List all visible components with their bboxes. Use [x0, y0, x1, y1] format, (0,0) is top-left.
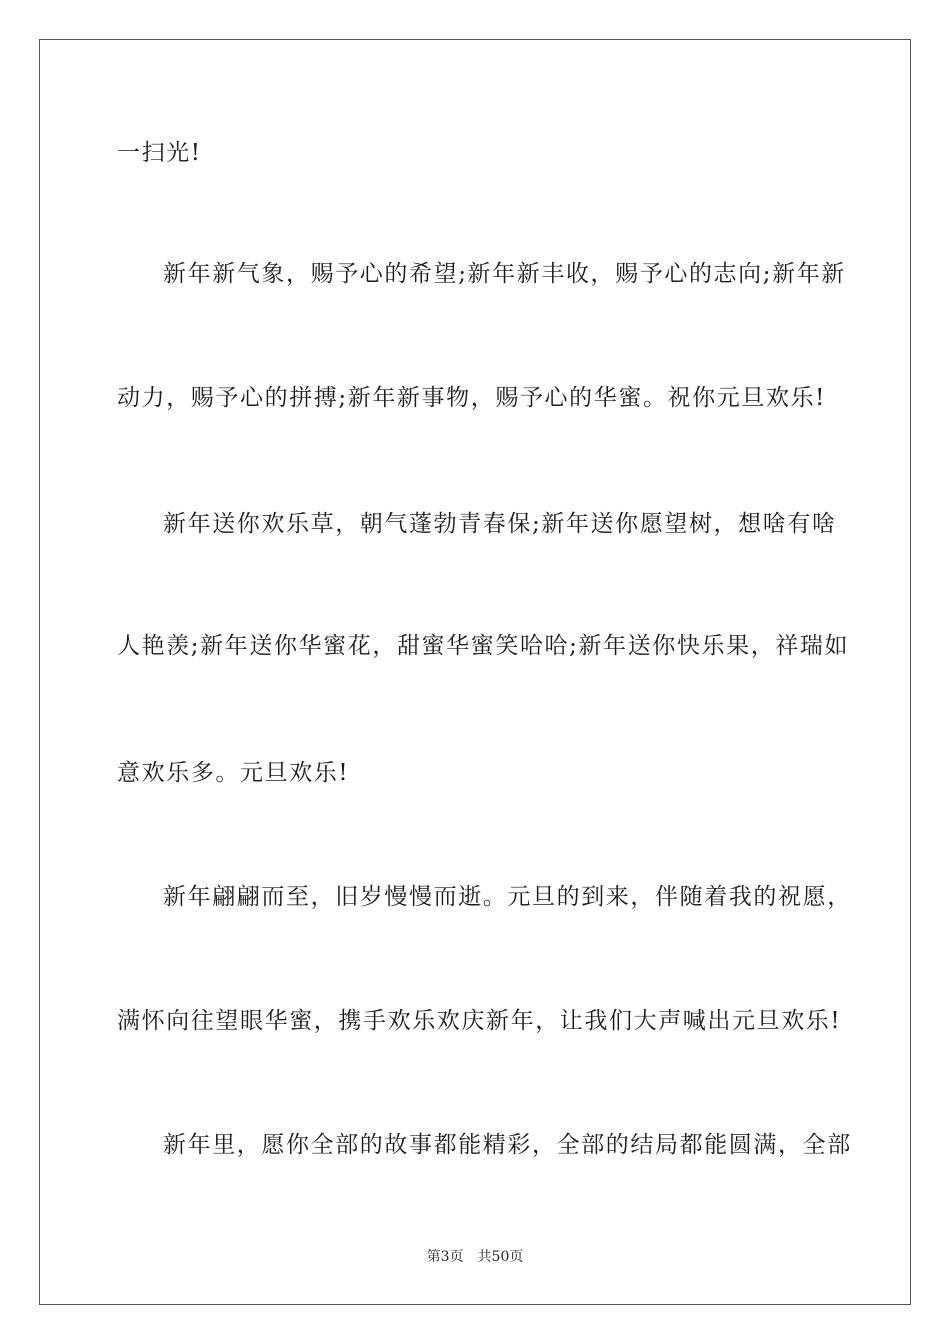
- text-line: 人艳羡;新年送你华蜜花，甜蜜华蜜笑哈哈;新年送你快乐果，祥瑞如: [117, 633, 850, 659]
- text-line: 满怀向往望眼华蜜，携手欢乐欢庆新年，让我们大声喊出元旦欢乐!: [117, 1008, 842, 1034]
- paragraph-start-line: 新年送你欢乐草，朝气蓬勃青春保;新年送你愿望树，想啥有啥: [163, 511, 837, 537]
- page-footer: [0, 1248, 950, 1266]
- paragraph-start-line: 新年翩翩而至，旧岁慢慢而逝。元旦的到来，伴随着我的祝愿，: [163, 884, 852, 910]
- paragraph-start-line: 新年新气象，赐予心的希望;新年新丰收，赐予心的志向;新年新: [163, 261, 846, 287]
- text-line: 一扫光!: [117, 140, 202, 166]
- text-line: 动力，赐予心的拼搏;新年新事物，赐予心的华蜜。祝你元旦欢乐!: [117, 385, 826, 411]
- page-number: 第3页: [426, 1249, 464, 1265]
- page-total: 共50页: [477, 1249, 524, 1265]
- text-line: 意欢乐多。元旦欢乐!: [117, 760, 350, 786]
- page-frame: [39, 39, 911, 1305]
- paragraph-start-line: 新年里，愿你全部的故事都能精彩，全部的结局都能圆满，全部: [163, 1132, 852, 1158]
